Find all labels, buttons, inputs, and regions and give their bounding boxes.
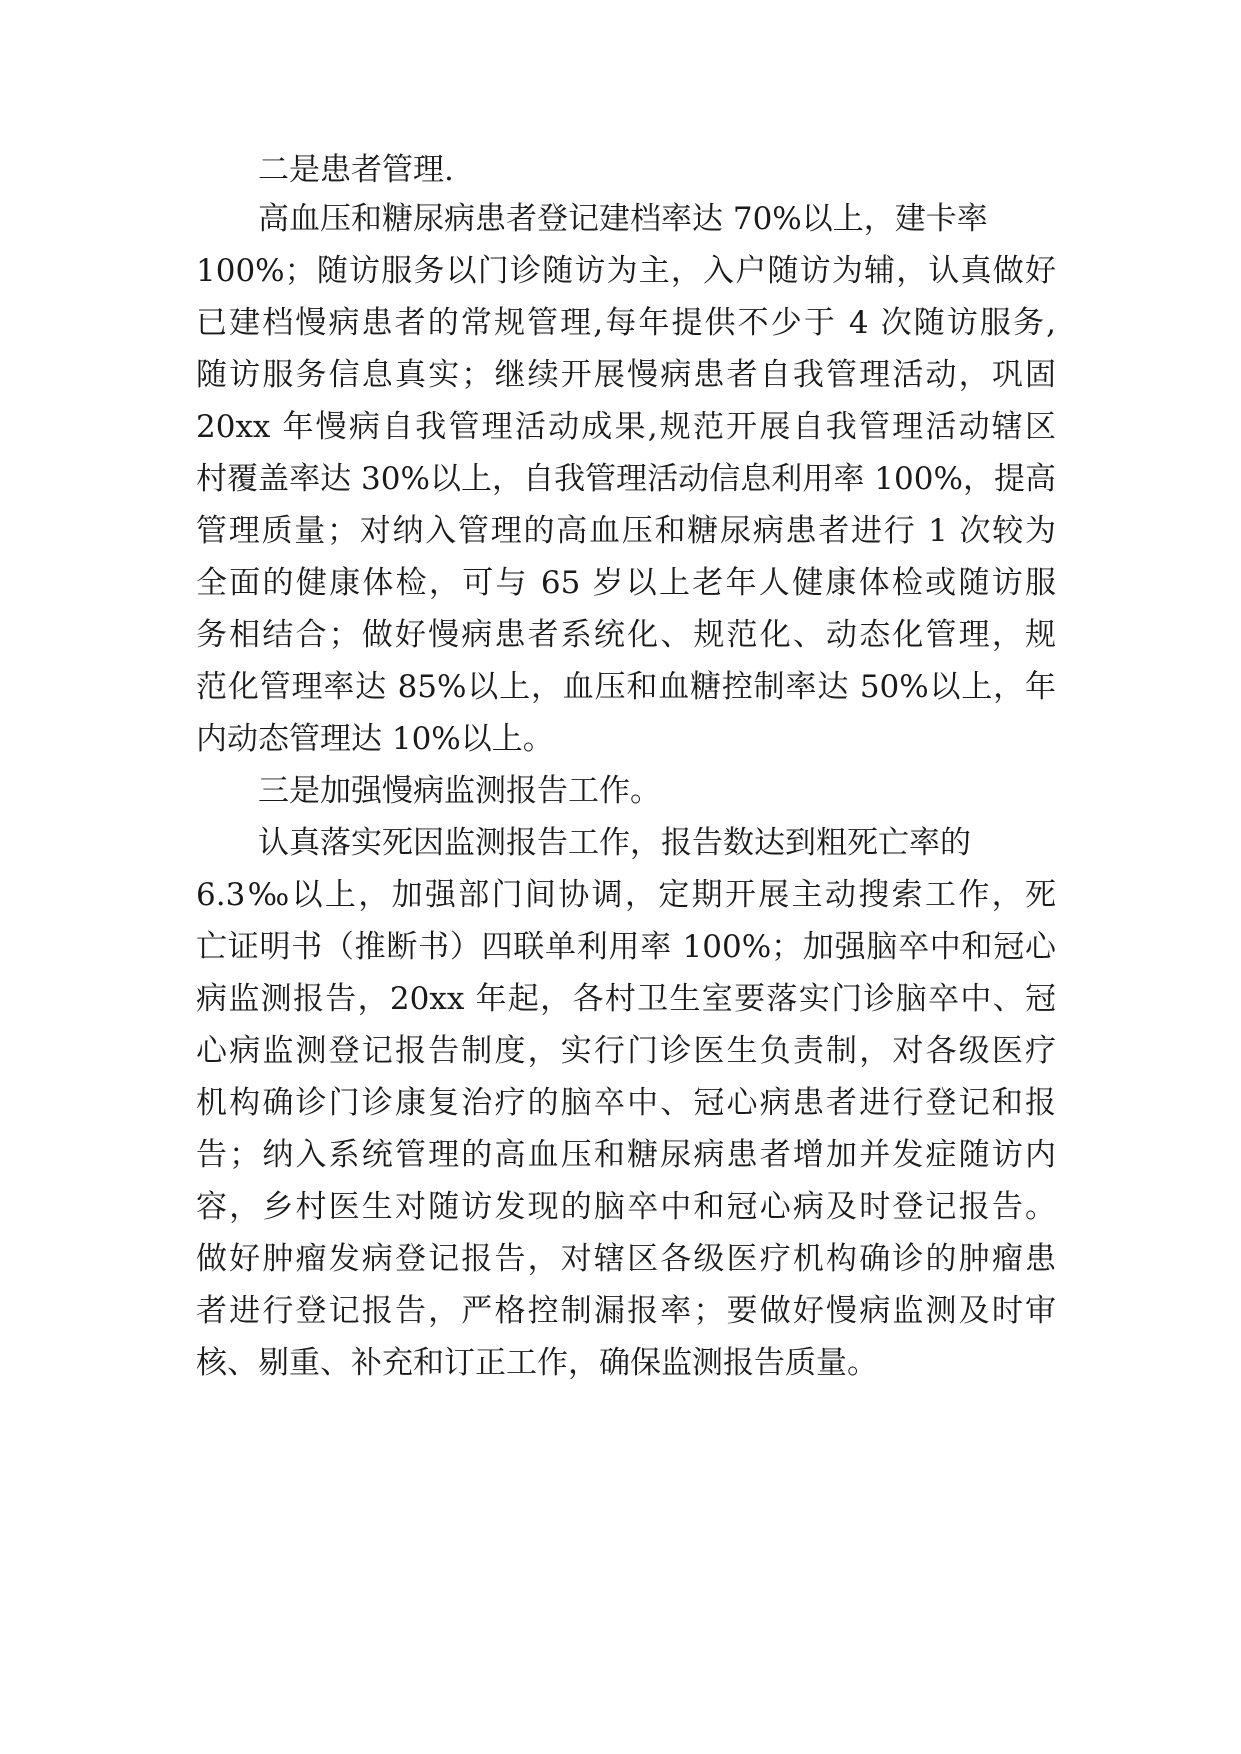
paragraph-line: 高血压和糖尿病患者登记建档率达 70%以上，建卡率 — [258, 201, 988, 237]
paragraph-line: 务相结合；做好慢病患者系统化、规范化、动态化管理，规 — [196, 617, 1056, 653]
paragraph-line: 亡证明书（推断书）四联单利用率 100%；加强脑卒中和冠心 — [196, 929, 1056, 965]
paragraph-line: 内动态管理达 10%以上。 — [196, 721, 554, 757]
paragraph-line: 管理质量；对纳入管理的高血压和糖尿病患者进行 1 次较为 — [196, 513, 1056, 549]
paragraph-line: 村覆盖率达 30%以上，自我管理活动信息利用率 100%，提高 — [196, 461, 1056, 497]
paragraph-line: 做好肿瘤发病登记报告，对辖区各级医疗机构确诊的肿瘤患 — [196, 1241, 1056, 1277]
heading-patient-management: 二是患者管理. — [258, 152, 454, 188]
paragraph-line: 100%；随访服务以门诊随访为主，入户随访为辅，认真做好 — [196, 253, 1056, 289]
paragraph-line: 20xx 年慢病自我管理活动成果,规范开展自我管理活动辖区 — [196, 409, 1056, 445]
paragraph-line: 心病监测登记报告制度，实行门诊医生负责制，对各级医疗 — [196, 1033, 1056, 1069]
paragraph-line: 全面的健康体检，可与 65 岁以上老年人健康体检或随访服 — [196, 565, 1056, 601]
paragraph-line: 病监测报告，20xx 年起，各村卫生室要落实门诊脑卒中、冠 — [196, 981, 1056, 1017]
paragraph-line: 者进行登记报告，严格控制漏报率；要做好慢病监测及时审 — [196, 1293, 1056, 1329]
paragraph-line: 容，乡村医生对随访发现的脑卒中和冠心病及时登记报告。 — [196, 1189, 1056, 1225]
paragraph-line: 已建档慢病患者的常规管理,每年提供不少于 4 次随访服务, — [196, 305, 1056, 341]
heading-monitoring-reports: 三是加强慢病监测报告工作。 — [258, 773, 661, 809]
paragraph-line: 告；纳入系统管理的高血压和糖尿病患者增加并发症随访内 — [196, 1137, 1056, 1173]
paragraph-line: 随访服务信息真实；继续开展慢病患者自我管理活动，巩固 — [196, 357, 1056, 393]
paragraph-line: 认真落实死因监测报告工作，报告数达到粗死亡率的 — [258, 825, 971, 861]
paragraph-line: 范化管理率达 85%以上，血压和血糖控制率达 50%以上，年 — [196, 669, 1056, 705]
paragraph-line: 核、剔重、补充和订正工作，确保监测报告质量。 — [196, 1345, 878, 1381]
paragraph-line: 6.3‰以上，加强部门间协调，定期开展主动搜索工作，死 — [196, 877, 1056, 913]
paragraph-line: 机构确诊门诊康复治疗的脑卒中、冠心病患者进行登记和报 — [196, 1085, 1056, 1121]
